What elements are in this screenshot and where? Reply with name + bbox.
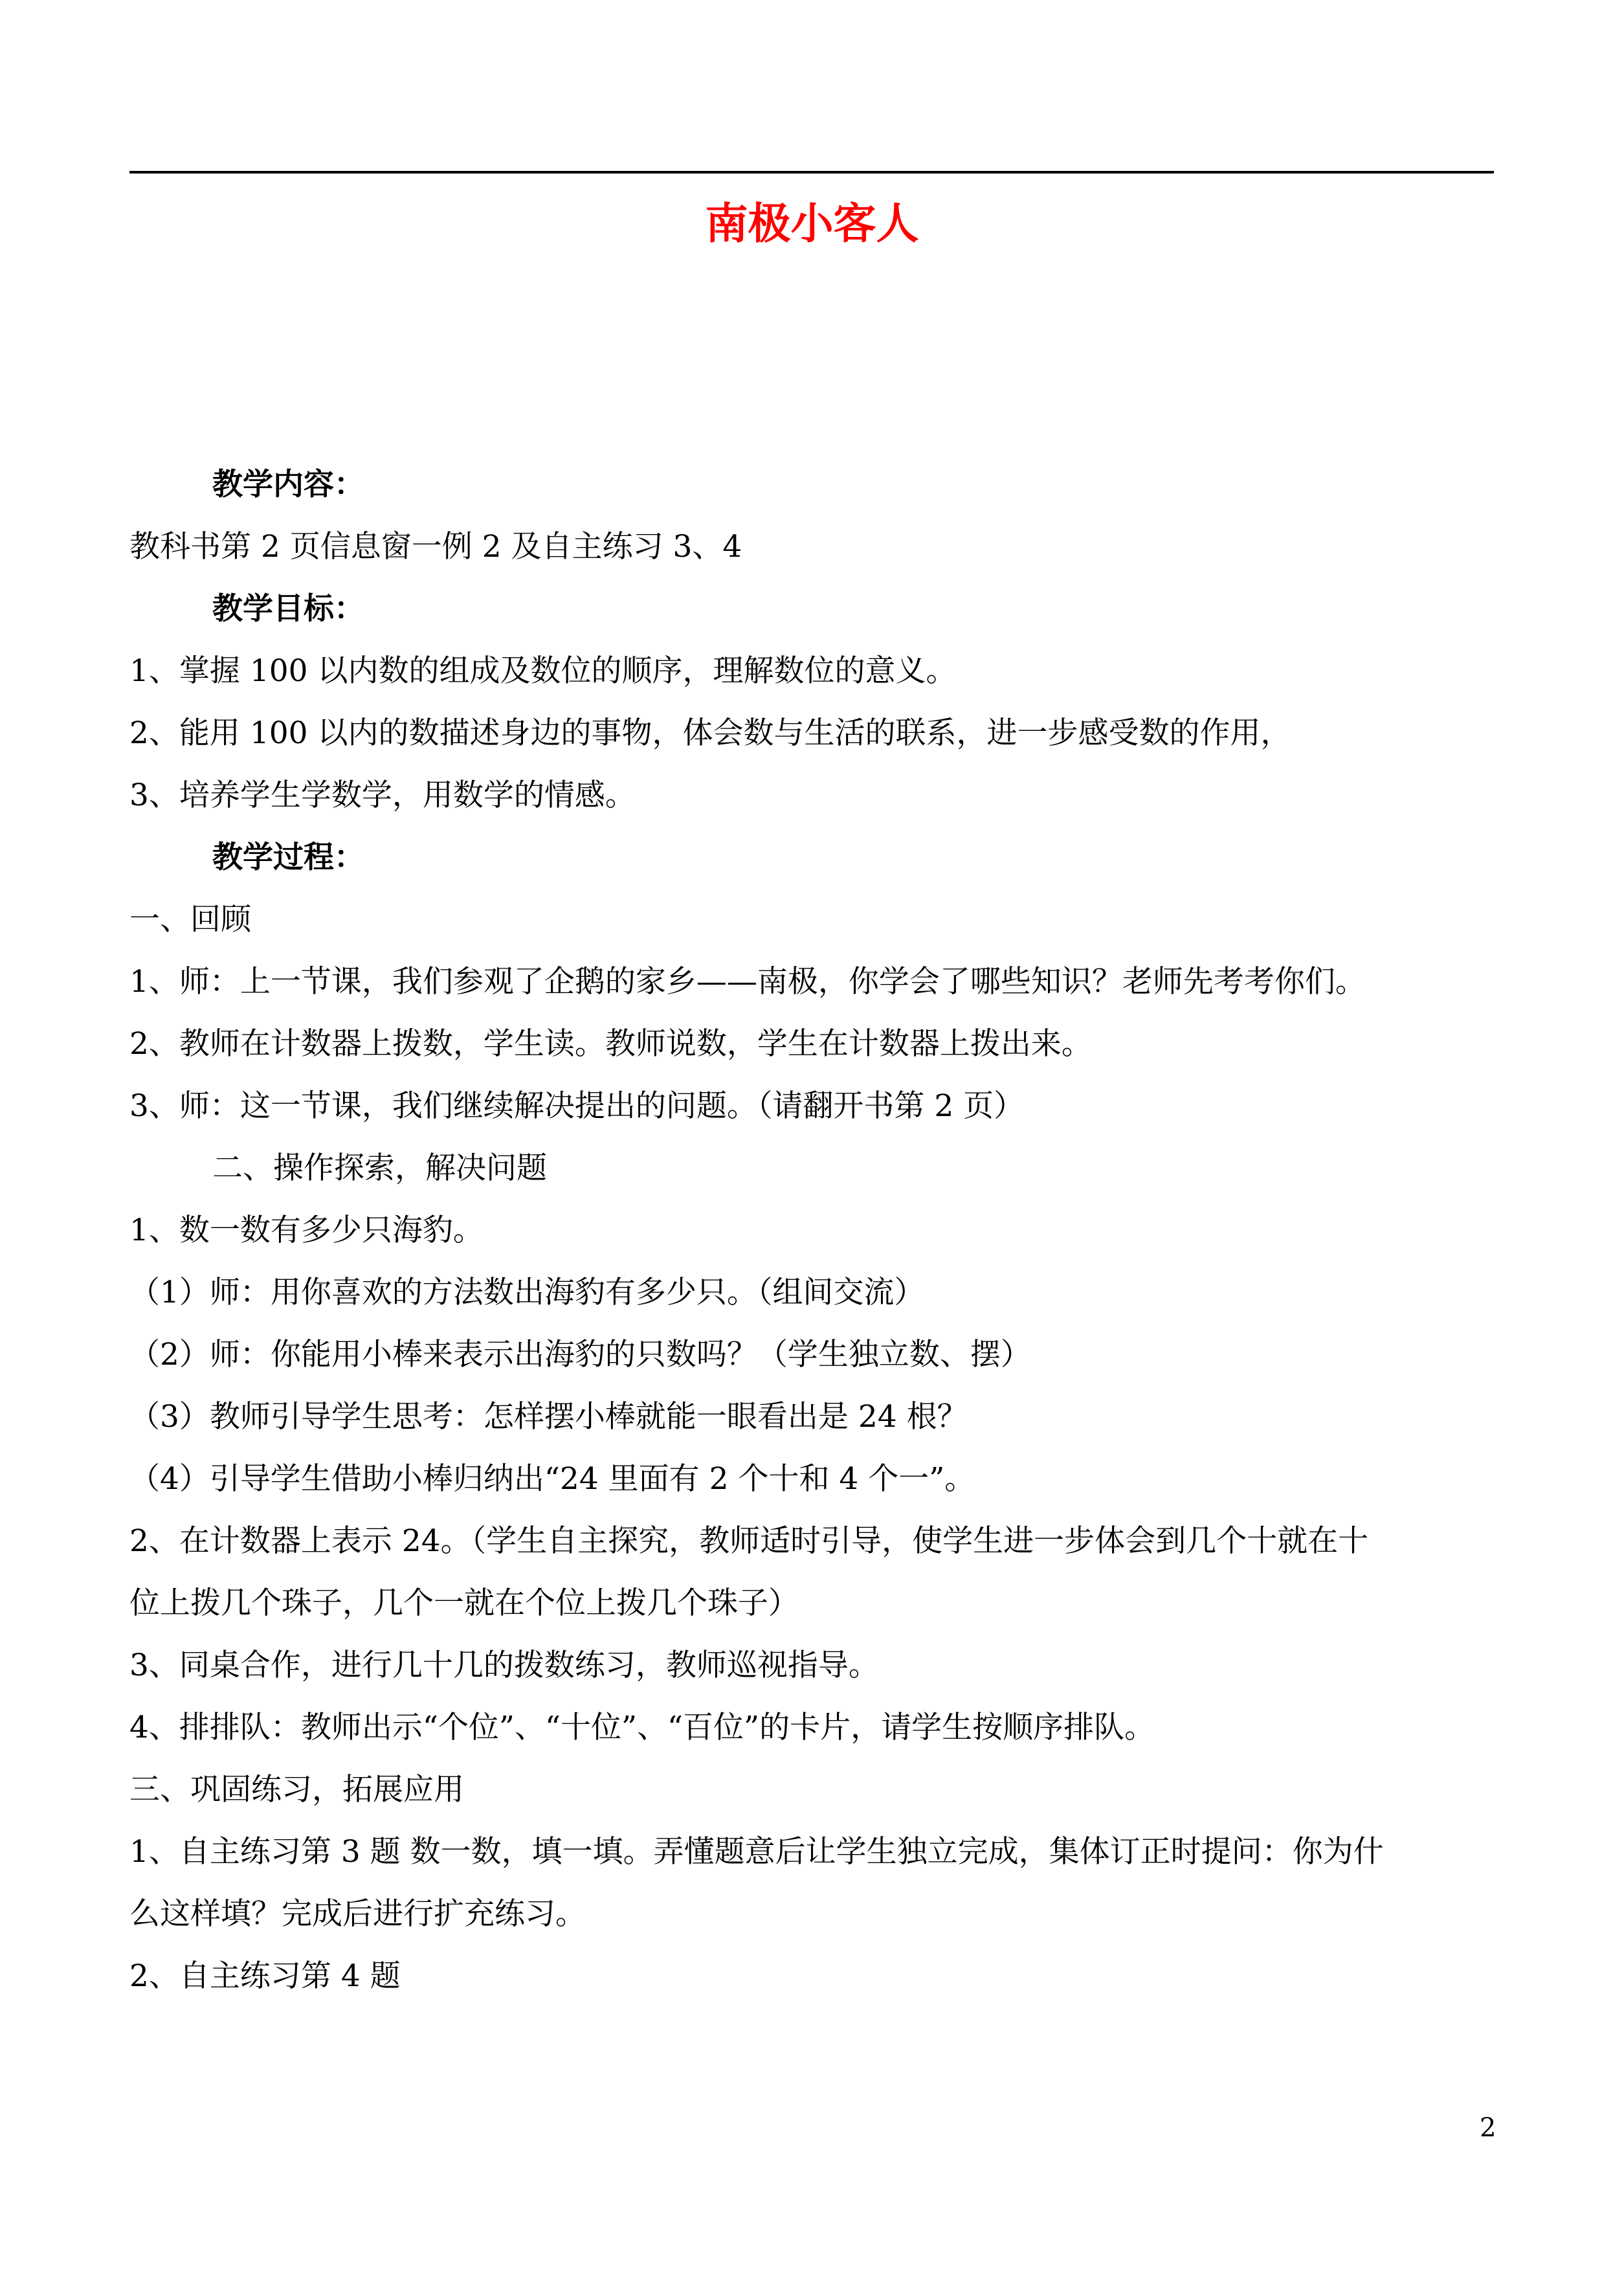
content-heading: 教学内容： [212,467,364,502]
review-item-2: 2、教师在计数器上拨数，学生读。教师说数，学生在计数器上拨出来。 [129,1026,1092,1062]
explore-heading: 二、操作探索，解决问题 [212,1150,547,1186]
content-text: 教科书第 2 页信息窗一例 2 及自主练习 3、4 [129,529,742,565]
header-rule [129,171,1494,173]
explore-item-2: 2、在计数器上表示 24。（学生自主探究，教师适时引导，使学生进一步体会到几个十就在十 [129,1523,1369,1559]
explore-item-1: 1、数一数有多少只海豹。 [129,1213,484,1248]
practice-item-2: 2、自主练习第 4 题 [129,1958,401,1994]
explore-item-2-continued: 位上拨几个珠子，几个一就在个位上拨几个珠子） [129,1585,799,1621]
page-number: 2 [1480,2113,1496,2143]
explore-subitem-4: （4）引导学生借助小棒归纳出“24 里面有 2 个十和 4 个一”。 [129,1461,975,1497]
explore-subitem-2: （2）师：你能用小棒来表示出海豹的只数吗？（学生独立数、摆） [129,1337,1031,1372]
goal-item-1: 1、掌握 100 以内数的组成及数位的顺序，理解数位的意义。 [129,653,957,689]
practice-item-1-continued: 么这样填？完成后进行扩充练习。 [129,1896,586,1932]
practice-heading: 三、巩固练习，拓展应用 [129,1772,464,1807]
explore-item-4: 4、排排队：教师出示“个位”、“十位”、“百位”的卡片，请学生按顺序排队。 [129,1710,1155,1745]
explore-subitem-3: （3）教师引导学生思考：怎样摆小棒就能一眼看出是 24 根？ [129,1399,968,1435]
explore-subitem-1: （1）师：用你喜欢的方法数出海豹有多少只。（组间交流） [129,1275,925,1310]
process-heading: 教学过程： [212,840,364,875]
document-title: 南极小客人 [705,198,919,249]
review-item-1: 1、师：上一节课，我们参观了企鹅的家乡——南极，你学会了哪些知识？老师先考考你们。 [129,964,1366,1000]
review-item-3: 3、师：这一节课，我们继续解决提出的问题。（请翻开书第 2 页） [129,1088,1025,1124]
goals-heading: 教学目标： [212,591,364,627]
goal-item-2: 2、能用 100 以内的数描述身边的事物，体会数与生活的联系，进一步感受数的作用， [129,715,1291,751]
review-heading: 一、回顾 [129,902,251,937]
goal-item-3: 3、培养学生学数学，用数学的情感。 [129,777,636,813]
explore-item-3: 3、同桌合作，进行几十几的拨数练习，教师巡视指导。 [129,1648,879,1683]
practice-item-1: 1、自主练习第 3 题 数一数，填一填。弄懂题意后让学生独立完成，集体订正时提问：你为什 [129,1834,1384,1870]
